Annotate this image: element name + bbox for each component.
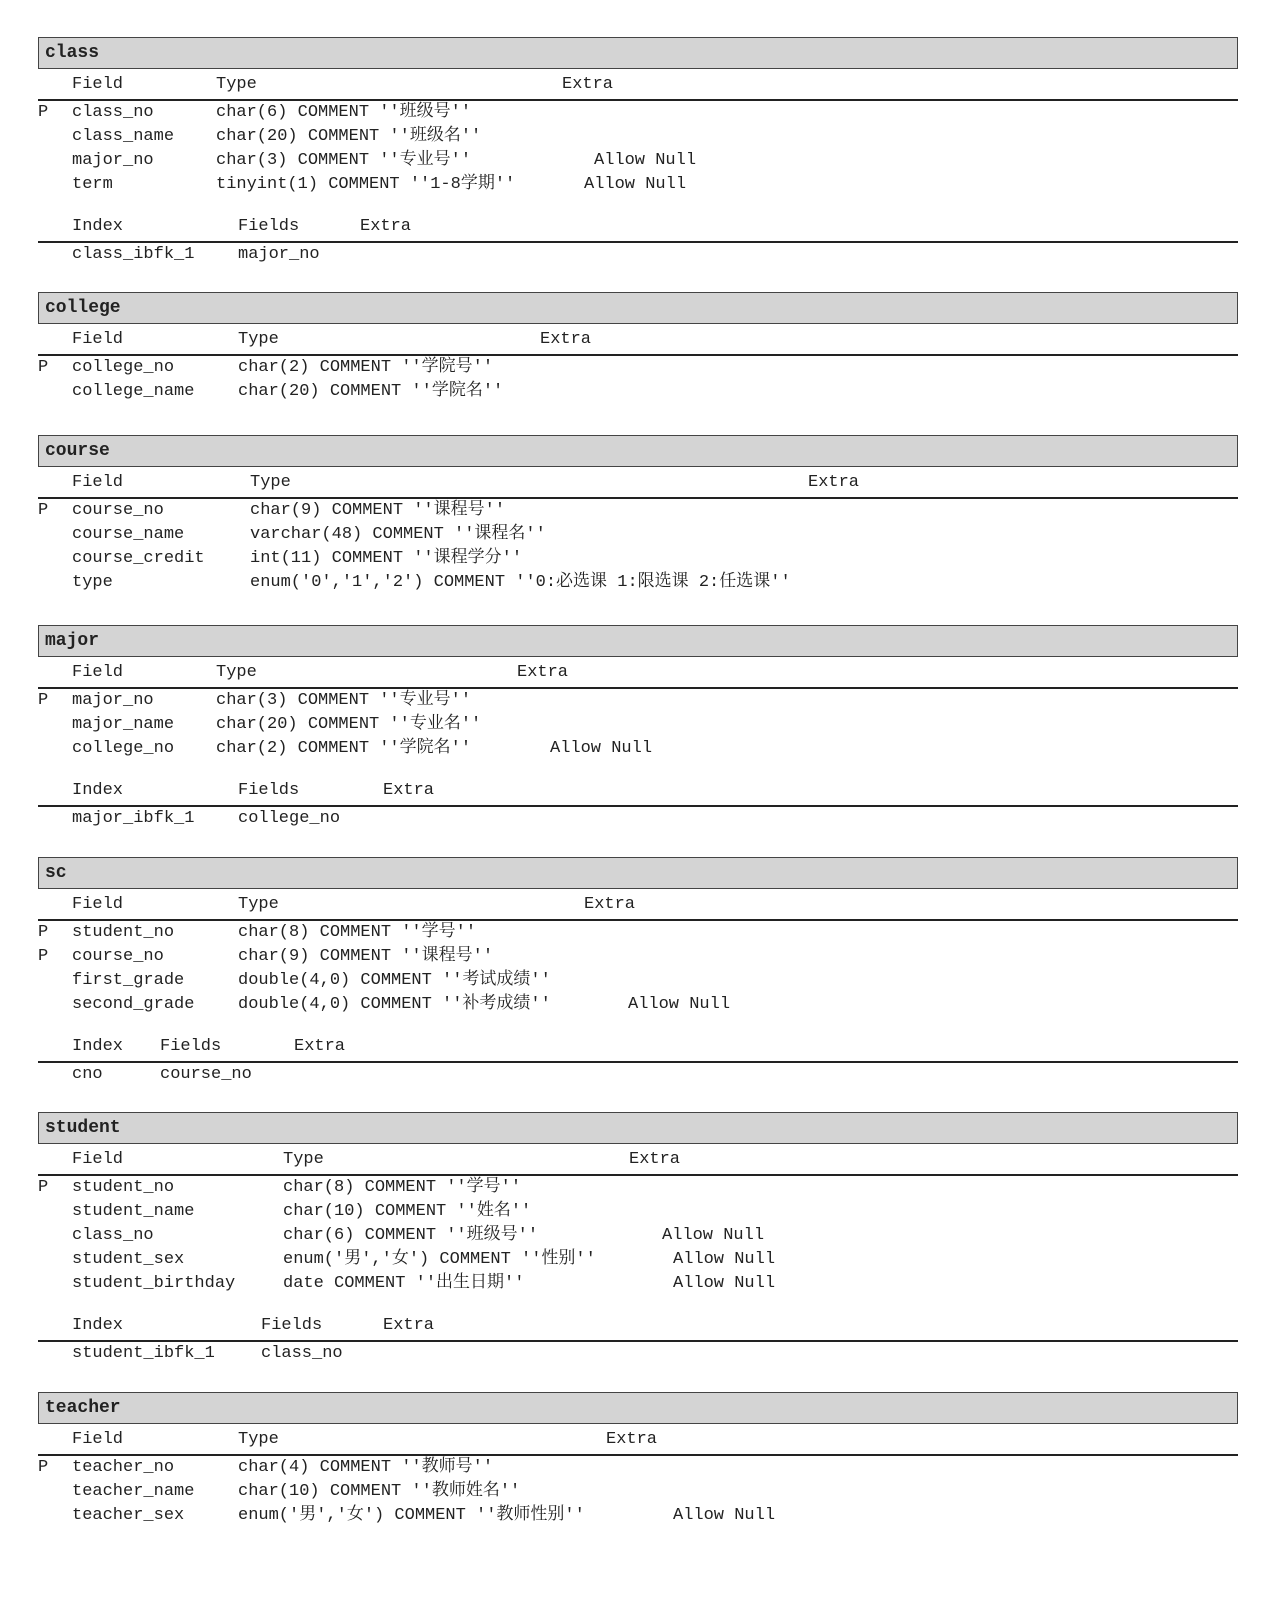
- header-index: Index: [72, 217, 124, 236]
- index-row: [38, 1063, 1238, 1087]
- index-row: [38, 1342, 1238, 1366]
- header-fields: Fields: [238, 217, 300, 236]
- table-major: [38, 625, 1238, 831]
- table-student: [38, 1112, 1238, 1366]
- columns-header: [38, 1144, 1238, 1176]
- field-name: class_no: [72, 103, 154, 122]
- table-row: [38, 993, 1238, 1017]
- header-type: Type: [283, 1150, 324, 1169]
- table-row: [38, 499, 1238, 523]
- header-extra: Extra: [294, 1037, 346, 1056]
- header-field: Field: [72, 330, 124, 349]
- table-title: course: [38, 435, 1238, 467]
- table-row: [38, 356, 1238, 380]
- table-title: student: [38, 1112, 1238, 1144]
- header-field: Field: [72, 75, 124, 94]
- table-class: [38, 37, 1238, 267]
- header-extra: Extra: [517, 663, 569, 682]
- field-name: college_name: [72, 382, 195, 401]
- field-type: char(6) COMMENT ''班级号'': [216, 103, 472, 122]
- table-title: sc: [38, 857, 1238, 889]
- field-type: char(6) COMMENT ''班级号'': [283, 1226, 539, 1245]
- field-type: char(20) COMMENT ''学院名'': [238, 382, 504, 401]
- index-fields: college_no: [238, 809, 341, 828]
- table-row: [38, 945, 1238, 969]
- field-extra: Allow Null: [662, 1226, 765, 1245]
- header-field: Field: [72, 663, 124, 682]
- index-fields: class_no: [261, 1344, 343, 1363]
- index-header: [38, 1310, 1238, 1342]
- field-type: char(2) COMMENT ''学院名'': [216, 739, 472, 758]
- field-type: tinyint(1) COMMENT ''1-8学期'': [216, 175, 516, 194]
- table-row: [38, 149, 1238, 173]
- field-type: char(9) COMMENT ''课程号'': [238, 947, 494, 966]
- field-name: major_no: [72, 691, 154, 710]
- table-title: teacher: [38, 1392, 1238, 1424]
- field-name: course_name: [72, 525, 185, 544]
- table-row: [38, 1176, 1238, 1200]
- table-row: [38, 689, 1238, 713]
- header-field: Field: [72, 1150, 124, 1169]
- field-extra: Allow Null: [673, 1274, 776, 1293]
- field-type: char(8) COMMENT ''学号'': [238, 923, 477, 942]
- field-name: class_no: [72, 1226, 154, 1245]
- table-title: class: [38, 37, 1238, 69]
- header-extra: Extra: [584, 895, 636, 914]
- header-type: Type: [216, 75, 257, 94]
- index-name: class_ibfk_1: [72, 245, 195, 264]
- table-row: [38, 737, 1238, 761]
- primary-key-marker: P: [38, 923, 49, 942]
- header-type: Type: [238, 1430, 279, 1449]
- index-name: major_ibfk_1: [72, 809, 195, 828]
- index-header: [38, 1031, 1238, 1063]
- field-name: student_birthday: [72, 1274, 236, 1293]
- field-name: type: [72, 573, 113, 592]
- field-type: enum('男','女') COMMENT ''性别'': [283, 1250, 596, 1269]
- table-row: [38, 1480, 1238, 1504]
- field-name: course_no: [72, 501, 164, 520]
- table-row: [38, 1200, 1238, 1224]
- header-extra: Extra: [606, 1430, 658, 1449]
- primary-key-marker: P: [38, 947, 49, 966]
- table-row: [38, 173, 1238, 197]
- table-row: [38, 1224, 1238, 1248]
- header-field: Field: [72, 1430, 124, 1449]
- index-row: [38, 243, 1238, 267]
- index-name: student_ibfk_1: [72, 1344, 215, 1363]
- table-row: [38, 969, 1238, 993]
- header-extra: Extra: [540, 330, 592, 349]
- table-row: [38, 101, 1238, 125]
- field-name: student_no: [72, 923, 175, 942]
- header-extra: Extra: [562, 75, 614, 94]
- primary-key-marker: P: [38, 103, 49, 122]
- header-extra: Extra: [629, 1150, 681, 1169]
- columns-header: [38, 657, 1238, 689]
- header-type: Type: [238, 895, 279, 914]
- header-index: Index: [72, 1316, 124, 1335]
- field-name: first_grade: [72, 971, 185, 990]
- field-extra: Allow Null: [673, 1250, 776, 1269]
- index-row: [38, 807, 1238, 831]
- field-type: char(2) COMMENT ''学院号'': [238, 358, 494, 377]
- index-name: cno: [72, 1065, 103, 1084]
- table-sc: [38, 857, 1238, 1087]
- field-extra: Allow Null: [584, 175, 687, 194]
- primary-key-marker: P: [38, 1458, 49, 1477]
- table-row: [38, 547, 1238, 571]
- table-college: [38, 292, 1238, 404]
- columns-header: [38, 889, 1238, 921]
- header-extra: Extra: [808, 473, 860, 492]
- field-name: student_sex: [72, 1250, 185, 1269]
- header-type: Type: [250, 473, 291, 492]
- field-name: college_no: [72, 358, 175, 377]
- field-name: term: [72, 175, 113, 194]
- field-name: course_no: [72, 947, 164, 966]
- primary-key-marker: P: [38, 1178, 49, 1197]
- field-extra: Allow Null: [594, 151, 697, 170]
- field-type: char(3) COMMENT ''专业号'': [216, 691, 472, 710]
- table-row: [38, 523, 1238, 547]
- field-type: enum('男','女') COMMENT ''教师性别'': [238, 1506, 585, 1525]
- field-type: char(8) COMMENT ''学号'': [283, 1178, 522, 1197]
- columns-header: [38, 324, 1238, 356]
- field-name: course_credit: [72, 549, 205, 568]
- columns-header: [38, 69, 1238, 101]
- table-row: [38, 1456, 1238, 1480]
- primary-key-marker: P: [38, 691, 49, 710]
- field-type: double(4,0) COMMENT ''考试成绩'': [238, 971, 551, 990]
- table-row: [38, 1248, 1238, 1272]
- header-index: Index: [72, 781, 124, 800]
- table-row: [38, 921, 1238, 945]
- table-row: [38, 571, 1238, 595]
- table-row: [38, 1272, 1238, 1296]
- field-name: student_name: [72, 1202, 195, 1221]
- field-type: int(11) COMMENT ''课程学分'': [250, 549, 523, 568]
- index-fields: course_no: [160, 1065, 252, 1084]
- field-name: teacher_name: [72, 1482, 195, 1501]
- field-name: teacher_sex: [72, 1506, 185, 1525]
- header-extra: Extra: [360, 217, 412, 236]
- field-type: char(4) COMMENT ''教师号'': [238, 1458, 494, 1477]
- table-title: college: [38, 292, 1238, 324]
- field-name: major_no: [72, 151, 154, 170]
- field-extra: Allow Null: [628, 995, 731, 1014]
- field-type: varchar(48) COMMENT ''课程名'': [250, 525, 546, 544]
- field-extra: Allow Null: [673, 1506, 776, 1525]
- table-teacher: [38, 1392, 1238, 1528]
- header-fields: Fields: [238, 781, 300, 800]
- header-extra: Extra: [383, 1316, 435, 1335]
- header-type: Type: [238, 330, 279, 349]
- field-name: class_name: [72, 127, 175, 146]
- columns-header: [38, 467, 1238, 499]
- table-row: [38, 1504, 1238, 1528]
- table-title: major: [38, 625, 1238, 657]
- table-row: [38, 713, 1238, 737]
- field-type: char(10) COMMENT ''教师姓名'': [238, 1482, 521, 1501]
- index-fields: major_no: [238, 245, 320, 264]
- header-index: Index: [72, 1037, 124, 1056]
- header-extra: Extra: [383, 781, 435, 800]
- field-type: char(20) COMMENT ''专业名'': [216, 715, 482, 734]
- field-type: char(20) COMMENT ''班级名'': [216, 127, 482, 146]
- primary-key-marker: P: [38, 501, 49, 520]
- index-header: [38, 211, 1238, 243]
- header-fields: Fields: [160, 1037, 222, 1056]
- primary-key-marker: P: [38, 358, 49, 377]
- header-fields: Fields: [261, 1316, 323, 1335]
- field-type: char(10) COMMENT ''姓名'': [283, 1202, 532, 1221]
- field-type: char(3) COMMENT ''专业号'': [216, 151, 472, 170]
- field-type: double(4,0) COMMENT ''补考成绩'': [238, 995, 551, 1014]
- index-header: [38, 775, 1238, 807]
- field-extra: Allow Null: [550, 739, 653, 758]
- table-row: [38, 125, 1238, 149]
- field-name: college_no: [72, 739, 175, 758]
- columns-header: [38, 1424, 1238, 1456]
- field-name: second_grade: [72, 995, 195, 1014]
- field-type: enum('0','1','2') COMMENT ''0:必选课 1:限选课 2:任选课'': [250, 573, 791, 592]
- field-type: char(9) COMMENT ''课程号'': [250, 501, 506, 520]
- table-row: [38, 380, 1238, 404]
- header-field: Field: [72, 895, 124, 914]
- header-type: Type: [216, 663, 257, 682]
- field-type: date COMMENT ''出生日期'': [283, 1274, 525, 1293]
- field-name: teacher_no: [72, 1458, 175, 1477]
- field-name: student_no: [72, 1178, 175, 1197]
- header-field: Field: [72, 473, 124, 492]
- field-name: major_name: [72, 715, 175, 734]
- table-course: [38, 435, 1238, 595]
